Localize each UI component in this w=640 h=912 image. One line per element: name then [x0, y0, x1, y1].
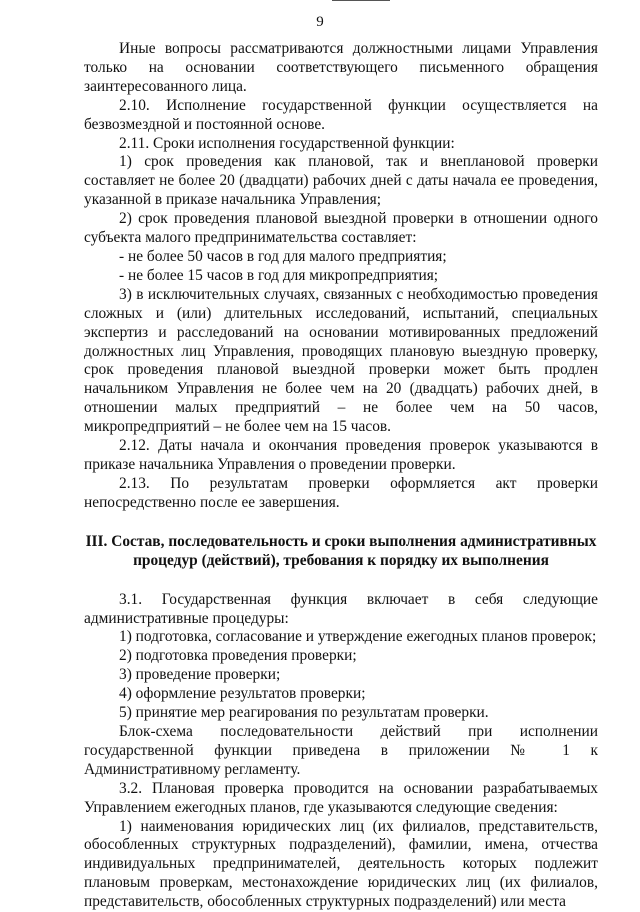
paragraph-3-1: 3.1. Государственная функция включает в себя следующие административные процедуры:	[84, 590, 598, 627]
top-edge-rule	[332, 0, 390, 1]
paragraph-other-questions: Иные вопросы рассматриваются должностными лицами Управления только на основании соответствующего письменного обращения заинтересованного лица.	[84, 40, 598, 95]
document-body	[84, 40, 598, 912]
list-item-3-1-2: 2) подготовка проведения проверки;	[119, 647, 357, 665]
list-item-small-enterprise: - не более 50 часов в год для малого предприятия;	[119, 247, 447, 265]
list-item-3-1-4: 4) оформление результатов проверки;	[119, 685, 366, 703]
paragraph-2-11: 2.11. Сроки исполнения государственной функции:	[119, 134, 455, 152]
list-item-3-1-3: 3) проведение проверки;	[119, 666, 281, 684]
paragraph-3-2: 3.2. Плановая проверка проводится на основании разрабатываемых Управлением ежегодных планов, где указываются следующие сведения:	[84, 779, 598, 816]
list-item-3-2-1: 1) наименования юридических лиц (их филиалов, представительств, обособленных структурных подразделений), фамилии, имена, отчества индивидуальных предпринимателей, деятельность которых подлежит плановым проверкам, местонахождение юридических лиц (их филиалов, представительств, обособленных структурных подразделений) или места	[84, 817, 598, 911]
list-item-2-11-3: 3) в исключительных случаях, связанных с необходимостью проведения сложных и (или) длительных исследований, испытаний, специальных экспертиз и расследований на основании мотивированных предложений должностных лиц Управления, проводящих плановую выездную проверку, срок проведения плановой выездной проверки может быть продлен начальником Управления не более чем на 20 (двадцать) рабочих дней, в отношении малых предприятий – не более чем на 50 часов, микропредприятий – не более чем на 15 часов.	[84, 285, 598, 436]
page-number: 9	[316, 14, 324, 30]
paragraph-block-scheme: Блок-схема последовательности действий при исполнении государственной функции приведена в приложении № 1 к Административному регламенту.	[84, 723, 598, 778]
paragraph-2-12: 2.12. Даты начала и окончания проведения проверок указываются в приказе начальника Управления о проведении проверки.	[84, 437, 598, 473]
paragraph-2-10: 2.10. Исполнение государственной функции осуществляется на безвозмездной и постоянной основе.	[84, 96, 598, 133]
section-heading: III. Состав, последовательность и сроки выполнения административных процедур (действий), требования к порядку их выполнения	[85, 532, 597, 569]
list-item-2-11-2: 2) срок проведения плановой выездной проверки в отношении одного субъекта малого предпринимательства составляет:	[84, 210, 598, 247]
list-item-3-1-5: 5) принятие мер реагирования по результатам проверки.	[119, 704, 489, 722]
list-item-3-1-1: 1) подготовка, согласование и утверждение ежегодных планов проверок;	[119, 628, 597, 646]
list-item-micro-enterprise: - не более 15 часов в год для микропредприятия;	[119, 266, 439, 284]
list-item-2-11-1: 1) срок проведения как плановой, так и внеплановой проверки составляет не более 20 (двадцати) рабочих дней с даты начала ее проведения, указанной в приказе начальника Управления;	[84, 153, 598, 209]
paragraph-2-13: 2.13. По результатам проверки оформляется акт проверки непосредственно после ее завершения.	[84, 474, 598, 511]
